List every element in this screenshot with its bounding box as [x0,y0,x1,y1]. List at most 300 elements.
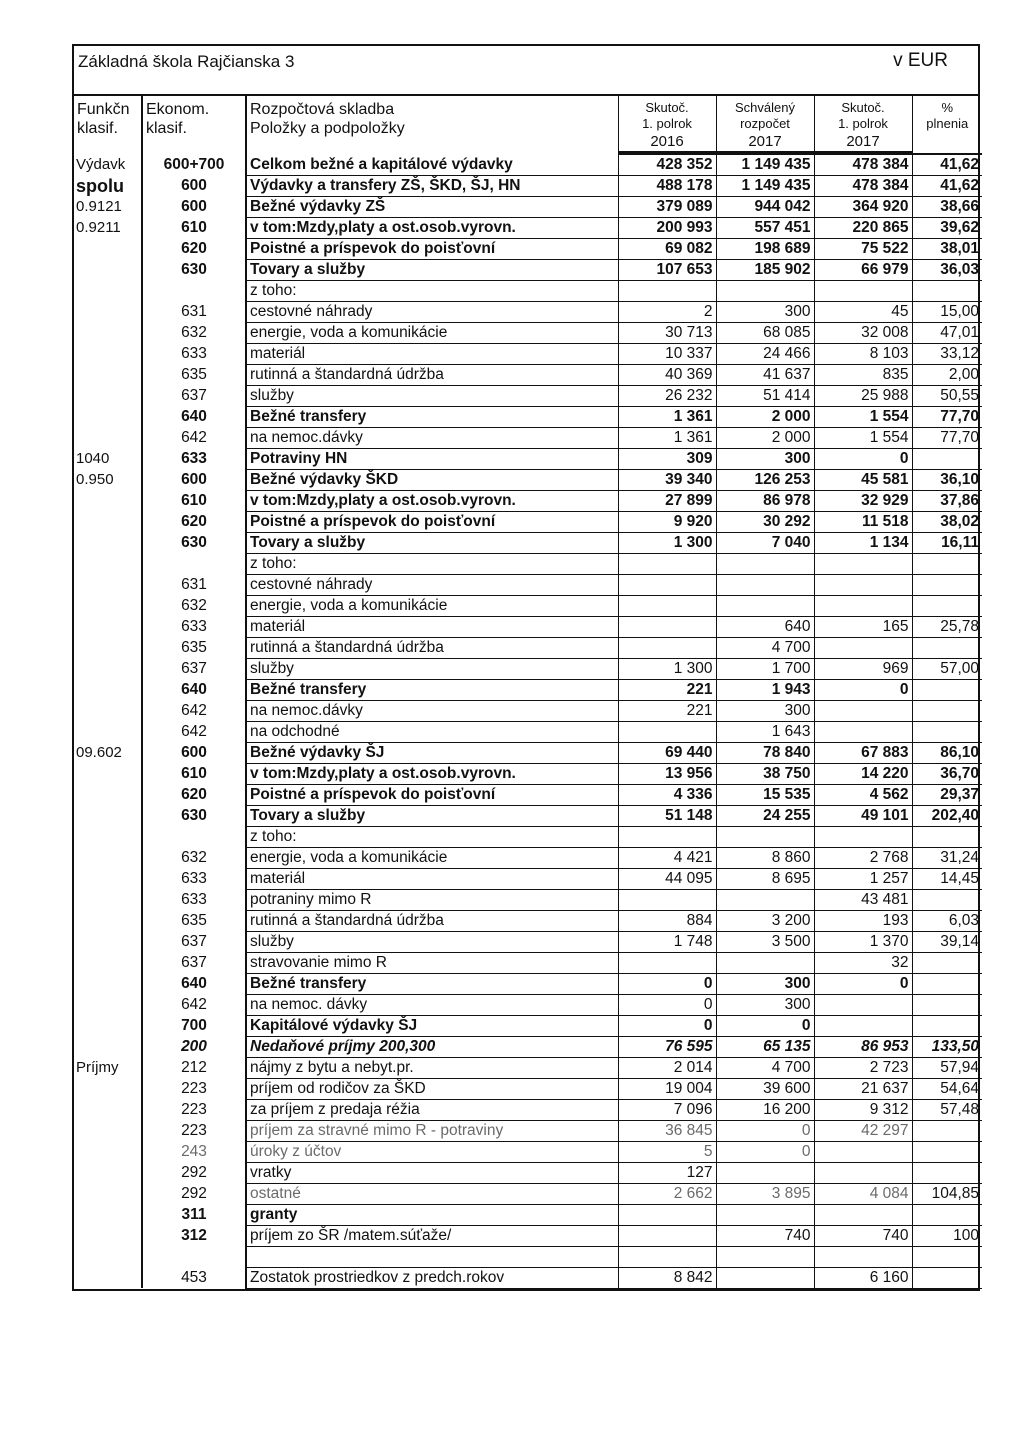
currency-label: v EUR [893,50,948,71]
row-approved-2017: 0 [716,1121,814,1142]
row-econ-code: 633 [142,869,246,890]
row-econ-code: 642 [142,995,246,1016]
row-func-class [74,1267,142,1288]
row-percent [912,827,982,848]
row-actual-2016: 39 340 [618,470,716,491]
row-label: služby [246,659,618,680]
row-func-class [74,659,142,680]
table-row [74,218,982,239]
row-func-class [74,890,142,911]
row-percent [912,1247,982,1268]
table-row [74,869,982,890]
row-label: Poistné a príspevok do poisťovní [246,239,618,260]
table-row [74,1037,982,1058]
header-percent: % plnenia [926,100,969,131]
table-row [74,785,982,806]
table-row [74,1205,982,1226]
row-percent: 2,00 [912,365,982,386]
row-actual-2017: 45 [814,302,912,323]
row-percent: 37,86 [912,491,982,512]
row-percent: 47,01 [912,323,982,344]
row-func-class [74,407,142,428]
row-label: Tovary a služby [246,806,618,827]
row-econ-code: 630 [142,806,246,827]
row-approved-2017: 4 700 [716,638,814,659]
row-percent: 14,45 [912,869,982,890]
row-approved-2017: 300 [716,701,814,722]
row-label: úroky z účtov [246,1142,618,1163]
row-percent [912,1267,982,1288]
row-label: Bežné transfery [246,974,618,995]
row-actual-2016: 2 014 [618,1058,716,1079]
row-percent [912,1142,982,1163]
row-func-class [74,1016,142,1037]
row-label: na nemoc.dávky [246,701,618,722]
row-percent [912,680,982,701]
header-actual-2016: Skutoč. 1. polrok [618,96,716,133]
row-actual-2016: 13 956 [618,764,716,785]
row-label: Tovary a služby [246,533,618,554]
row-approved-2017 [716,890,814,911]
row-econ-code: 632 [142,596,246,617]
row-percent: 57,94 [912,1058,982,1079]
row-func-class [74,1184,142,1205]
row-actual-2017 [814,1247,912,1268]
row-percent [912,1163,982,1184]
row-actual-2017: 11 518 [814,512,912,533]
row-approved-2017 [716,281,814,302]
row-actual-2017 [814,701,912,722]
table-row [74,260,982,281]
row-func-class [74,722,142,743]
row-econ-code: 223 [142,1100,246,1121]
row-approved-2017: 0 [716,1142,814,1163]
row-approved-2017: 78 840 [716,743,814,764]
table-row [74,302,982,323]
row-econ-code: 642 [142,428,246,449]
row-econ-code [142,1247,246,1268]
row-label: materiál [246,344,618,365]
row-func-class: Príjmy [74,1058,142,1079]
row-percent [912,1016,982,1037]
row-econ-code: 600 [142,176,246,197]
row-actual-2016: 5 [618,1142,716,1163]
row-label: energie, voda a komunikácie [246,848,618,869]
row-actual-2017: 6 160 [814,1267,912,1288]
row-actual-2016: 428 352 [618,154,716,176]
row-label: materiál [246,617,618,638]
row-actual-2017 [814,722,912,743]
row-actual-2017: 45 581 [814,470,912,491]
row-econ-code: 620 [142,239,246,260]
row-func-class [74,764,142,785]
row-approved-2017: 300 [716,995,814,1016]
table-row [74,743,982,764]
row-actual-2017 [814,1163,912,1184]
row-actual-2016: 7 096 [618,1100,716,1121]
row-approved-2017: 24 255 [716,806,814,827]
row-actual-2017: 1 134 [814,533,912,554]
row-label: za príjem z predaja réžia [246,1100,618,1121]
row-label: z toho: [246,281,618,302]
row-percent [912,974,982,995]
table-row [74,386,982,407]
row-actual-2016: 2 [618,302,716,323]
row-approved-2017: 39 600 [716,1079,814,1100]
row-econ-code: 200 [142,1037,246,1058]
row-func-class [74,1142,142,1163]
row-label: Potraviny HN [246,449,618,470]
row-approved-2017: 65 135 [716,1037,814,1058]
row-percent: 38,66 [912,197,982,218]
title-row [74,46,978,96]
table-row [74,1142,982,1163]
row-approved-2017: 1 149 435 [716,154,814,176]
row-approved-2017: 3 500 [716,932,814,953]
row-actual-2016: 44 095 [618,869,716,890]
row-func-class [74,575,142,596]
table-row [74,932,982,953]
row-approved-2017 [716,1205,814,1226]
row-actual-2016: 4 421 [618,848,716,869]
row-percent: 6,03 [912,911,982,932]
table-row [74,1163,982,1184]
row-actual-2017 [814,827,912,848]
row-actual-2017 [814,281,912,302]
row-label: z toho: [246,554,618,575]
row-actual-2016: 1 361 [618,407,716,428]
row-percent: 33,12 [912,344,982,365]
row-percent: 16,11 [912,533,982,554]
table-row [74,848,982,869]
row-econ-code: 637 [142,659,246,680]
row-percent: 39,62 [912,218,982,239]
row-econ-code [142,827,246,848]
row-approved-2017: 1 149 435 [716,176,814,197]
row-label: služby [246,932,618,953]
row-actual-2016: 488 178 [618,176,716,197]
table-row [74,1016,982,1037]
row-econ-code: 223 [142,1079,246,1100]
row-actual-2016 [618,890,716,911]
table-row [74,1100,982,1121]
row-func-class [74,512,142,533]
table-row [74,1247,982,1268]
row-percent: 31,24 [912,848,982,869]
budget-table [74,96,982,1289]
row-approved-2017: 24 466 [716,344,814,365]
row-percent [912,281,982,302]
row-percent: 104,85 [912,1184,982,1205]
row-econ-code: 635 [142,638,246,659]
row-actual-2017: 0 [814,449,912,470]
table-row [74,1267,982,1288]
row-label: stravovanie mimo R [246,953,618,974]
row-actual-2016 [618,722,716,743]
row-econ-code: 637 [142,386,246,407]
row-func-class [74,806,142,827]
row-func-class [74,680,142,701]
row-func-class [74,827,142,848]
row-label: na nemoc. dávky [246,995,618,1016]
row-approved-2017: 2 000 [716,428,814,449]
row-actual-2016: 30 713 [618,323,716,344]
row-econ-code: 631 [142,575,246,596]
row-econ-code: 632 [142,848,246,869]
row-actual-2016: 0 [618,1016,716,1037]
row-label: v tom:Mzdy,platy a ost.osob.vyrovn. [246,764,618,785]
row-actual-2017: 66 979 [814,260,912,281]
row-actual-2017 [814,596,912,617]
row-econ-code: 312 [142,1226,246,1247]
row-econ-code: 600+700 [142,154,246,176]
table-row [74,953,982,974]
row-label: Bežné transfery [246,407,618,428]
row-actual-2016: 36 845 [618,1121,716,1142]
table-row [74,365,982,386]
table-row [74,890,982,911]
row-label: Poistné a príspevok do poisťovní [246,785,618,806]
row-func-class [74,281,142,302]
row-econ-code: 610 [142,491,246,512]
row-func-class [74,1100,142,1121]
row-econ-code: 632 [142,323,246,344]
row-approved-2017: 0 [716,1016,814,1037]
row-func-class: Výdavk [74,154,142,176]
row-func-class [74,491,142,512]
row-label: cestovné náhrady [246,302,618,323]
row-actual-2016 [618,596,716,617]
row-actual-2017 [814,575,912,596]
row-actual-2017: 4 084 [814,1184,912,1205]
row-econ-code: 633 [142,344,246,365]
row-percent: 77,70 [912,428,982,449]
row-actual-2017: 75 522 [814,239,912,260]
row-econ-code: 620 [142,512,246,533]
row-percent: 202,40 [912,806,982,827]
row-approved-2017: 38 750 [716,764,814,785]
row-label: Bežné výdavky ŠJ [246,743,618,764]
row-actual-2017: 14 220 [814,764,912,785]
row-percent [912,953,982,974]
table-row [74,995,982,1016]
row-actual-2016: 69 440 [618,743,716,764]
row-actual-2016 [618,827,716,848]
table-row [74,323,982,344]
row-label: Nedaňové príjmy 200,300 [246,1037,618,1058]
row-actual-2016 [618,617,716,638]
table-row [74,407,982,428]
row-label: Celkom bežné a kapitálové výdavky [246,154,618,176]
row-func-class [74,932,142,953]
row-econ-code: 637 [142,932,246,953]
row-econ-code: 637 [142,953,246,974]
row-actual-2016: 9 920 [618,512,716,533]
row-actual-2016: 40 369 [618,365,716,386]
row-actual-2017: 193 [814,911,912,932]
row-econ-code: 640 [142,974,246,995]
row-label: Bežné výdavky ŠKD [246,470,618,491]
table-row [74,911,982,932]
row-approved-2017: 740 [716,1226,814,1247]
header-actual-2017: Skutoč. 1. polrok [814,96,912,133]
row-percent: 39,14 [912,932,982,953]
row-func-class [74,1121,142,1142]
row-label: rutinná a štandardná údržba [246,911,618,932]
row-actual-2016 [618,281,716,302]
row-actual-2017: 835 [814,365,912,386]
row-approved-2017: 300 [716,974,814,995]
row-percent: 41,62 [912,154,982,176]
row-actual-2016 [618,554,716,575]
table-row [74,575,982,596]
row-actual-2017: 740 [814,1226,912,1247]
row-approved-2017 [716,1267,814,1288]
row-actual-2017: 969 [814,659,912,680]
row-approved-2017: 640 [716,617,814,638]
row-econ-code: 600 [142,743,246,764]
row-actual-2016: 379 089 [618,197,716,218]
row-actual-2017 [814,1142,912,1163]
row-approved-2017: 300 [716,449,814,470]
row-approved-2017: 16 200 [716,1100,814,1121]
row-label: Výdavky a transfery ZŠ, ŠKD, ŠJ, HN [246,176,618,197]
row-actual-2017: 478 384 [814,176,912,197]
row-percent [912,554,982,575]
row-econ-code: 630 [142,533,246,554]
table-row [74,281,982,302]
row-approved-2017: 41 637 [716,365,814,386]
row-actual-2017: 1 257 [814,869,912,890]
row-label: granty [246,1205,618,1226]
row-actual-2017: 220 865 [814,218,912,239]
row-econ-code [142,281,246,302]
row-percent [912,575,982,596]
row-econ-code: 633 [142,617,246,638]
row-approved-2017: 1 643 [716,722,814,743]
row-econ-code: 633 [142,890,246,911]
table-row [74,659,982,680]
row-label: na odchodné [246,722,618,743]
row-actual-2017: 21 637 [814,1079,912,1100]
row-func-class [74,848,142,869]
row-approved-2017: 1 700 [716,659,814,680]
row-actual-2017: 1 554 [814,428,912,449]
table-row [74,722,982,743]
row-actual-2017: 32 008 [814,323,912,344]
budget-sheet [72,44,980,1291]
row-actual-2017 [814,995,912,1016]
row-percent [912,1121,982,1142]
row-econ-code: 640 [142,407,246,428]
row-label: cestovné náhrady [246,575,618,596]
row-approved-2017 [716,1247,814,1268]
row-approved-2017: 1 943 [716,680,814,701]
row-label: energie, voda a komunikácie [246,596,618,617]
row-econ-code: 620 [142,785,246,806]
header-year-2016: 2016 [618,133,716,152]
table-row [74,680,982,701]
row-percent: 133,50 [912,1037,982,1058]
table-row [74,176,982,197]
table-row [74,764,982,785]
row-percent [912,890,982,911]
row-label: príjem zo ŠR /matem.súťaže/ [246,1226,618,1247]
row-label: príjem za stravné mimo R - potraviny [246,1121,618,1142]
row-func-class [74,260,142,281]
row-percent: 36,70 [912,764,982,785]
table-row [74,491,982,512]
row-actual-2016: 4 336 [618,785,716,806]
row-func-class [74,344,142,365]
table-row [74,239,982,260]
row-func-class [74,974,142,995]
row-label: v tom:Mzdy,platy a ost.osob.vyrovn. [246,491,618,512]
row-func-class [74,239,142,260]
row-actual-2016 [618,953,716,974]
row-label: nájmy z bytu a nebyt.pr. [246,1058,618,1079]
row-label: materiál [246,869,618,890]
table-row [74,512,982,533]
row-percent [912,596,982,617]
row-econ-code: 223 [142,1121,246,1142]
row-func-class: 09.602 [74,743,142,764]
row-approved-2017: 86 978 [716,491,814,512]
row-label: Poistné a príspevok do poisťovní [246,512,618,533]
row-econ-code: 243 [142,1142,246,1163]
table-row [74,154,982,176]
row-label: príjem od rodičov za ŠKD [246,1079,618,1100]
row-actual-2017: 4 562 [814,785,912,806]
table-row [74,1226,982,1247]
row-actual-2016: 1 748 [618,932,716,953]
row-approved-2017: 4 700 [716,1058,814,1079]
row-approved-2017: 68 085 [716,323,814,344]
row-actual-2016: 10 337 [618,344,716,365]
row-actual-2016: 8 842 [618,1267,716,1288]
row-func-class [74,323,142,344]
row-label [246,1247,618,1268]
row-label: Bežné transfery [246,680,618,701]
table-row [74,806,982,827]
row-percent: 50,55 [912,386,982,407]
row-actual-2016: 19 004 [618,1079,716,1100]
row-percent [912,449,982,470]
row-percent: 36,10 [912,470,982,491]
row-func-class: 1040 [74,449,142,470]
header-econ: Ekonom. klasif. [142,96,246,154]
row-approved-2017: 2 000 [716,407,814,428]
row-approved-2017: 15 535 [716,785,814,806]
row-func-class [74,869,142,890]
row-actual-2016 [618,575,716,596]
row-econ-code: 610 [142,764,246,785]
row-percent: 41,62 [912,176,982,197]
row-econ-code: 633 [142,449,246,470]
row-econ-code: 292 [142,1184,246,1205]
row-actual-2016 [618,638,716,659]
row-econ-code: 610 [142,218,246,239]
row-approved-2017 [716,575,814,596]
row-actual-2017: 43 481 [814,890,912,911]
row-label: v tom:Mzdy,platy a ost.osob.vyrovn. [246,218,618,239]
row-econ-code: 292 [142,1163,246,1184]
row-actual-2016: 0 [618,995,716,1016]
row-actual-2016: 1 300 [618,533,716,554]
row-approved-2017: 3 895 [716,1184,814,1205]
row-label: rutinná a štandardná údržba [246,365,618,386]
row-econ-code: 600 [142,197,246,218]
